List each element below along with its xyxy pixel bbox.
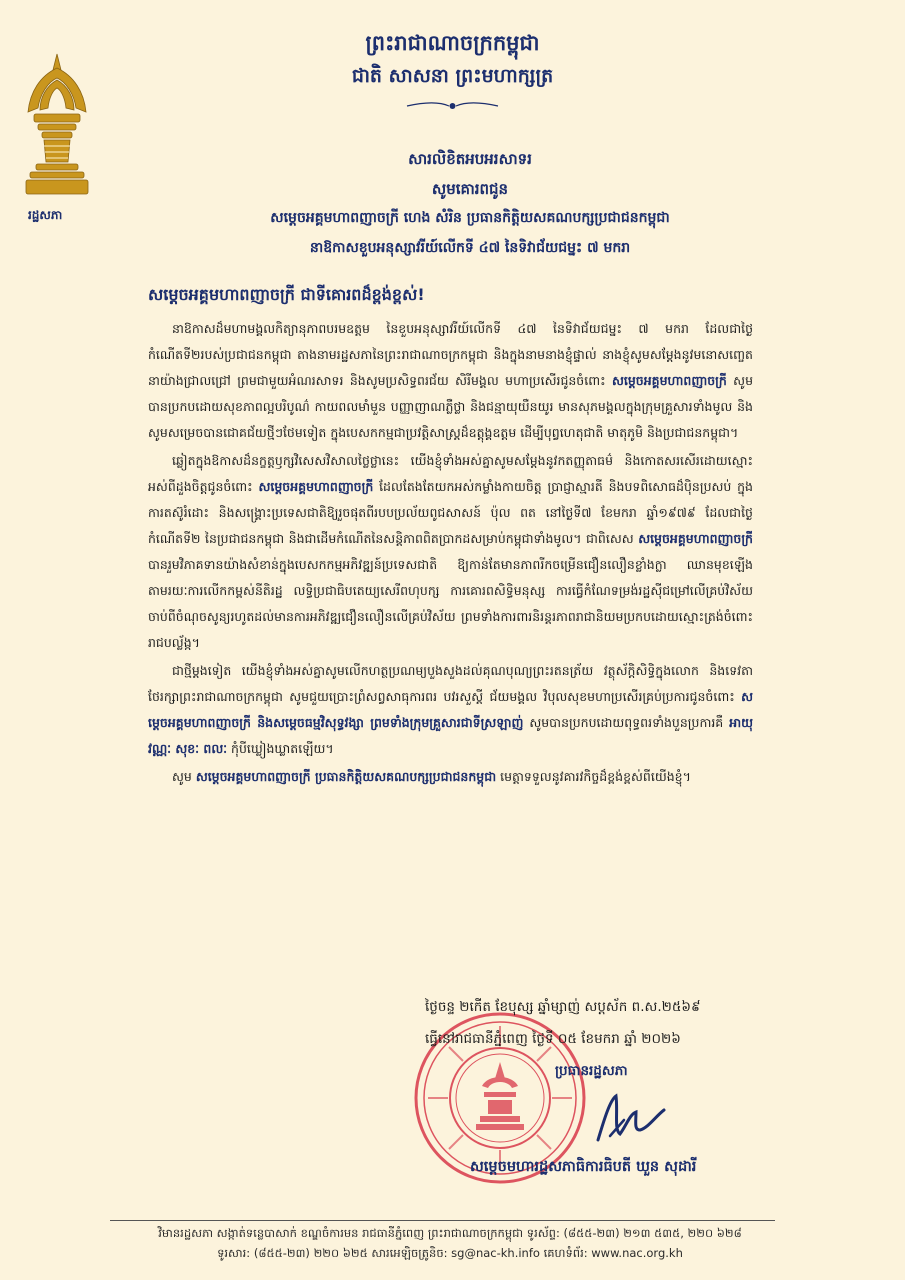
signatory-position: ប្រធានរដ្ឋសភា — [555, 1063, 628, 1079]
letter-body — [148, 316, 753, 792]
kingdom-heading: ព្រះរាជាណាចក្រកម្ពុជា — [365, 31, 540, 55]
paragraph — [148, 448, 753, 656]
blessings: អាយុ វណ្ណៈ សុខៈ ពលៈ — [148, 715, 754, 756]
honorific-name: សម្តេចអគ្គមហាពញាចក្រី — [258, 479, 374, 494]
honorific-name: សម្តេចអគ្គមហាពញាចក្រី — [611, 373, 727, 388]
honorific-name: សម្តេចអគ្គមហាពញាចក្រី និងសម្តេចធម្មវិសុទ្ធវង្សា ព្រមទាំងក្រុមគ្រួសារជាទីស្រឡាញ់ — [148, 689, 753, 730]
paragraph — [148, 316, 753, 446]
paragraph-text: សូមបានប្រកបដោយសុខភាពល្អបរិបូណ៌ កាយពលមាំមួន បញ្ញាញាណភ្លឺថ្លា និងជន្មាយុយឺនយូរ មានសុភមង្គលក្នុងក្រុមគ្រួសារទាំងមូល និងសូមសម្រេចបានជោគជ័យថ្មីៗថែមទៀត ក្នុងបេសកកម្មជាប្រវត្តិសាស្ត្រដ៏ឧត្តុង្គឧត្តម ដើម្បីបុព្វហេតុជាតិ មាតុភូមិ និងប្រជាជនកម្ពុជា។ — [148, 373, 754, 440]
footer-divider — [110, 1220, 775, 1221]
handwritten-signature-icon — [590, 1090, 670, 1150]
footer-contact: ទូរសារ: (៨៥៥-២៣) ២២០ ៦២៥ សារអេឡិចត្រូនិច: sg@nac-kh.info គេហទំព័រ: www.nac.org.kh — [217, 1246, 683, 1260]
paragraph-text: ដែលតែងតែយកអស់កម្លាំងកាយចិត្ត ប្រាជ្ញាស្មារតី និងបទពិសោធដ៏ប៉ិនប្រសប់ ក្នុងការតស៊ូរំដោះ និងសង្គ្រោះប្រទេសជាតិឱ្យរួចផុតពីរបបប្រល័យពូជសាសន៍ ប៉ុល ពត នៅថ្ងៃទី៧ ខែមករា ឆ្នាំ១៩៧៩ ដែលជាថ្ងៃកំណើតទី២ នៃប្រជាជនកម្ពុជា និងជាដើមកំណើតនៃសន្តិភាពពិតប្រាកដសម្រាប់កម្ពុជាទាំងមូល។ ជាពិសេស — [148, 479, 753, 546]
salutation: សម្តេចអគ្គមហាពញាចក្រី ជាទីគោរពដ៏ខ្ពង់ខ្ពស់! — [148, 285, 425, 304]
honorific-name: សម្តេចអគ្គមហាពញាចក្រី — [195, 769, 311, 784]
motto-heading: ជាតិ សាសនា ព្រះមហាក្សត្រ — [351, 65, 554, 87]
paragraph-text: ជាថ្មីម្តងទៀត យើងខ្ញុំទាំងអស់គ្នាសូមលើកហត្ថប្រណម្យបួងសួងដល់គុណបុណ្យព្រះរតនត្រ័យ វត្ថុស័ក្តិសិទ្ធិក្នុងលោក និងទេវតាថែរក្សាព្រះរាជាណាចក្រកម្ពុជា សូមជួយប្រោះព្រំសព្វសាធុការពរ បវរសួស្តី ជ័យមង្គល វិបុលសុខមហាប្រសើរគ្រប់ប្រការជូនចំពោះ — [148, 663, 753, 704]
paragraph-text: កុំបីឃ្លៀងឃ្លាតឡើយ។ — [227, 741, 334, 756]
paragraph-text: បានរួមវិភាគទានយ៉ាងសំខាន់ក្នុងបេសកកម្មអភិវឌ្ឍន៍ប្រទេសជាតិ ឱ្យកាន់តែមានភាពរីកចម្រើនជឿនលឿនខ្លាំងក្លា ឈានមុខឡើង តាមរយៈការលើកកម្ពស់នីតិរដ្ឋ លទ្ធិប្រជាធិបតេយ្យសេរីពហុបក្ស ការគោរពសិទ្ធិមនុស្ស ការធ្វើកំណែទម្រង់រដ្ឋស៊ីជម្រៅលើគ្រប់វិស័យ ចាប់ពីចំណុចសូន្យរហូតដល់មានការអភិវឌ្ឍជឿនលឿនលើគ្រប់វិស័យ ព្រមទាំងការពារនិរន្តរភាពរាជានិយមប្រកបដោយស្មោះត្រង់ចំពោះរាជបល្ល័ង្ក។ — [148, 557, 753, 650]
paragraph-text: សូមបានប្រកបដោយពុទ្ធពរទាំងបួនប្រការគឺ — [523, 715, 730, 730]
place-date: ធ្វើនៅរាជធានីភ្នំពេញ ថ្ងៃទី ០៥ ខែមករា ឆ្នាំ ២០២៦ — [425, 1031, 681, 1047]
paragraph — [148, 764, 753, 790]
honorific-name: សម្តេចអគ្គមហាពញាចក្រី — [638, 531, 753, 546]
ornament-divider-icon — [405, 100, 500, 112]
honorific-title: ប្រធានកិត្តិយសគណបក្សប្រជាជនកម្ពុជា — [310, 769, 497, 784]
letter-subtitle: សូមគោរពជូន — [431, 180, 509, 198]
letter-recipient: សម្តេចអគ្គមហាពញាចក្រី ហេង សំរិន ប្រធានកិត្តិយសគណបក្សប្រជាជនកម្ពុជា — [270, 210, 670, 226]
paragraph — [148, 658, 753, 762]
letter-title: សារលិខិតអបអរសាទរ — [408, 150, 532, 168]
signatory-name: សម្តេចមហារដ្ឋសភាធិការធិបតី ឃួន សុដារី — [470, 1159, 697, 1175]
paragraph-text: មេត្តាទទួលនូវគារវកិច្ចដ៏ខ្ពង់ខ្ពស់ពីយើងខ្ញុំ។ — [496, 769, 691, 784]
organization-label: រដ្ឋសភា — [28, 208, 63, 222]
paragraph-text: ឆ្លៀតក្នុងឱកាសដ៏នក្ខត្តឫក្សវិសេសវិសាលថ្លៃថ្លានេះ យើងខ្ញុំទាំងអស់គ្នាសូមសម្តែងនូវកតញ្ញុតាធម៌ និងកោតសរសើរដោយស្មោះអស់ពីដួងចិត្តជូនចំពោះ — [148, 453, 753, 494]
paragraph-text: សូម — [172, 769, 196, 784]
lunar-date: ថ្ងៃចន្ទ ២កើត ខែបុស្ស ឆ្នាំម្សាញ់ សប្តស័ក ព.ស.២៥៦៩ — [425, 999, 701, 1015]
footer-address: វិមានរដ្ឋសភា សង្កាត់ទន្លេបាសាក់ ខណ្ឌចំការមន រាជធានីភ្នំពេញ ព្រះរាជាណាចក្រកម្ពុជា ទូរស័ព្ទ: (៨៥៥-២៣) ២១៣ ៥៣៥, ២២០ ៦២៨ — [158, 1226, 742, 1240]
letter-occasion: នាឱកាសខួបអនុស្សាវរីយ៍លើកទី ៤៧ នៃទិវាជ័យជម្នះ ៧ មករា — [309, 240, 631, 256]
paragraph-text: នាឱកាសដ៏មហាមង្គលកិត្យានុភាពបរមឧត្តម នៃខួបអនុស្សាវរីយ៍លើកទី ៤៧ នៃទិវាជ័យជម្នះ ៧ មករា ដែលជាថ្ងៃកំណើតទី២របស់ប្រជាជនកម្ពុជា តាងនាមរដ្ឋសភានៃព្រះរាជាណាចក្រកម្ពុជា និងក្នុងនាមនាងខ្ញុំផ្ទាល់ នាងខ្ញុំសូមសម្តែងនូវមនោសញ្ចេតនាយ៉ាងជ្រាលជ្រៅ ព្រមជាមួយអំណរសាទរ និងសូមប្រសិទ្ធពរជ័យ សិរីមង្គល មហាប្រសើរជូនចំពោះ — [148, 321, 753, 388]
